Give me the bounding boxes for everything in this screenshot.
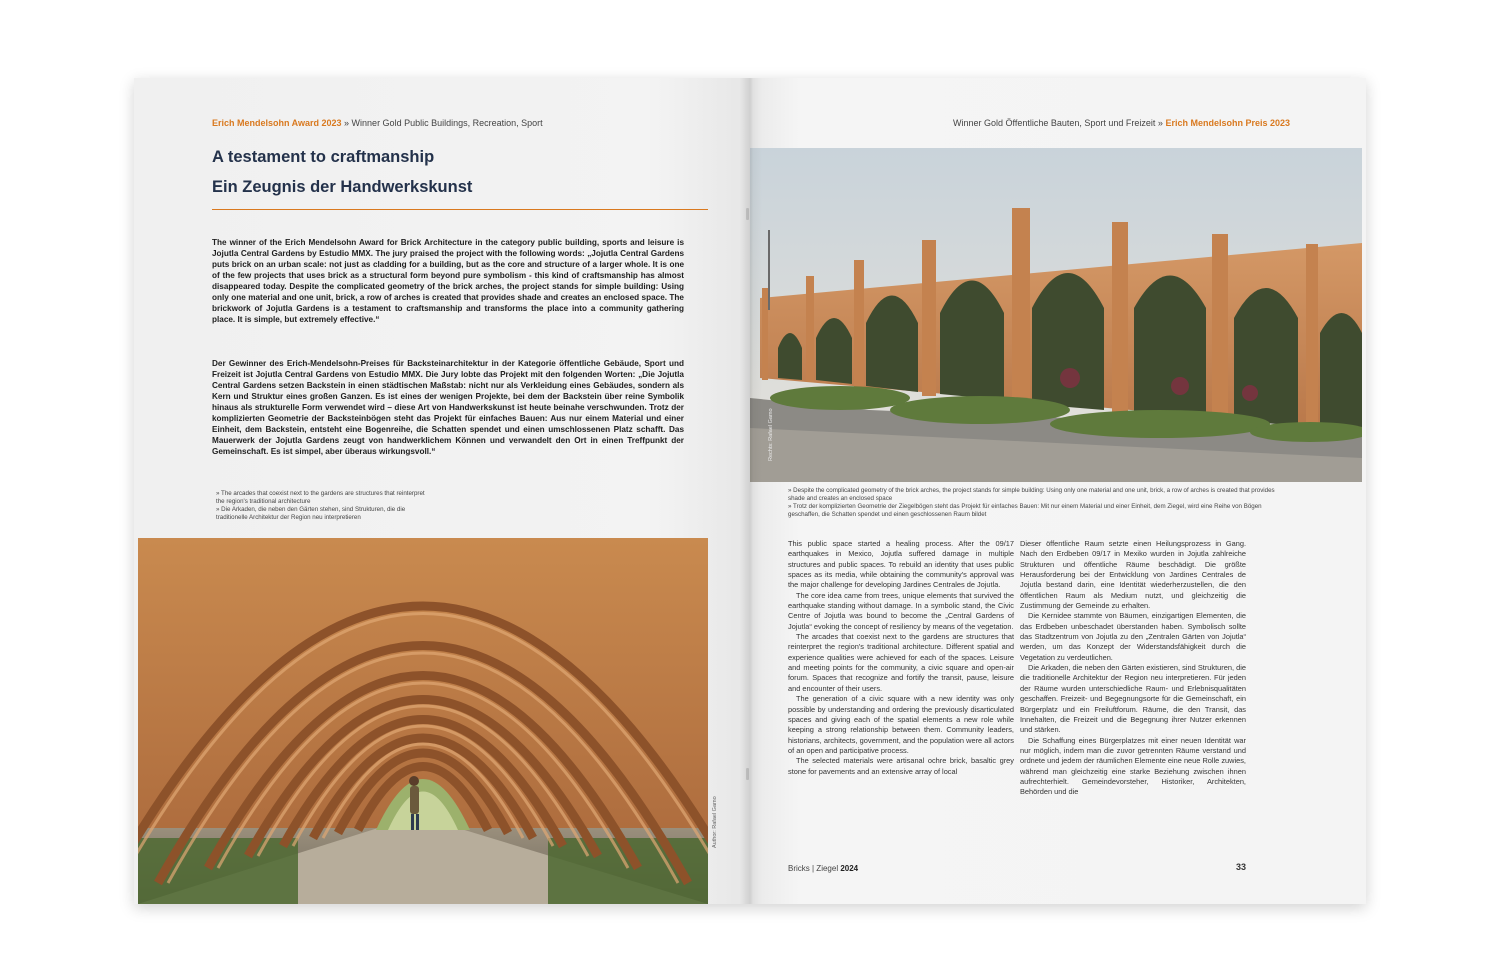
body-column-de <box>1020 539 1246 798</box>
section-kicker-right <box>953 118 1290 128</box>
body-paragraph: Dieser öffentliche Raum setzte einen Heilungsprozess in Gang. Nach den Erdbeben 09/17 in Mexiko wurden in Jojutla zahlreiche Strukturen und öffentliche Räume beschädigt. Die größte Herausforderung bei der Entwicklung von Jardines Centrales de Jojutla bestand darin, eine Identität wiederherzustellen, die den öffentlichen Raum als Medium nutzt, und gleichzeitig die Zustimmung der Gemeinde zu erhalten. <box>1020 539 1246 611</box>
body-paragraph: This public space started a healing process. After the 09/17 earthquakes in Mexico, Jojutla suffered damage in multiple structures and public spaces. To rebuild an identity that uses public spaces as its media, while obtaining the community's approval was the major challenge for developing Jardines Centrales de Jojutla. <box>788 539 1014 590</box>
brick-arches-garden-photo <box>750 148 1362 482</box>
category-label: » Winner Gold Public Buildings, Recreation, Sport <box>341 118 543 128</box>
body-paragraph: Die Kernidee stammte von Bäumen, einzigartigen Elementen, die das Erdbeben unbeschadet überstanden haben. Symbolisch sollte das Stadtzentrum von Jojutla zu den „Zentralen Gärten von Jojutla“ werden, um das Konzept der Widerstandsfähigkeit durch die Vegetation zu verdeutlichen. <box>1020 611 1246 662</box>
award-label: Erich Mendelsohn Award 2023 <box>212 118 342 128</box>
staple <box>746 208 749 220</box>
body-paragraph: Die Arkaden, die neben den Gärten existieren, sind Strukturen, die die traditionelle Architektur der Region neu interpretieren. Für jeden der Räume wurden unterschiedliche Raum- und Erlebnisqualitäten geschaffen. Freizeit- und Begegnungsorte für die Gemeinschaft, ein Bürgerplatz und ein Freiluftforum. Räume, die den Transit, das Innehalten, die Freizeit und die Begegnung ihrer Nutzer erkennen und stärken. <box>1020 663 1246 735</box>
caption-de: » Die Arkaden, die neben den Gärten stehen, sind Strukturen, die die traditionelle Architektur der Region neu interpretieren <box>216 506 406 521</box>
article-title-de: Ein Zeugnis der Handwerkskunst <box>212 178 473 196</box>
photo-credit-left: Author: Rafael Gamo <box>712 796 718 848</box>
award-label-right: Erich Mendelsohn Preis 2023 <box>1165 118 1290 128</box>
caption-en: » The arcades that coexist next to the gardens are structures that reinterpret the region's traditional architecture <box>216 490 425 505</box>
body-paragraph: The generation of a civic square with a new identity was only possible by understanding and ordering the previously disarticulated spaces and giving each of the spatial elements a new role while keeping a strong relationship between them. Community leaders, historians, architects, government, and the population were all actors of an open and participative process. <box>788 694 1014 755</box>
magazine-name: Bricks | Ziegel <box>788 864 839 873</box>
lead-paragraph-de: Der Gewinner des Erich-Mendelsohn-Preises für Backsteinarchitektur in der Kategorie öffentliche Gebäude, Sport und Freizeit ist Jojutla Central Gardens von Estudio MMX. Die Jury lobte das Projekt mit den folgenden Worten: „Die Jojutla Central Gardens setzen Backstein in einen städtischen Maßstab: nicht nur als Verkleidung eines Gebäudes, sondern als Kern und Struktur eines großen Ganzen. Es ist eines der wenigen Projekte, bei dem der Backstein über reine Symbolik hinaus als strukturelle Form verwendet wird – diese Art von Handwerkskunst ist heute beinahe verschwunden. Trotz der komplizierten Geometrie der Backsteinbögen steht das Projekt für einfaches Bauen: Aus nur einem Material und einer Einheit, dem Backstein, entsteht eine Bogenreihe, die Schatten spendet und einen umschlossenen Platz schafft. Das Mauerwerk der Jojutla Gardens zeugt von handwerklichem Können und verwandelt den Ort in einen Treffpunkt der Gemeinschaft. Es ist simpel, aber überaus wirkungsvoll.“ <box>212 359 684 456</box>
photo-caption-left <box>216 490 428 522</box>
magazine-spread <box>134 78 1366 904</box>
caption-en-right: » Despite the complicated geometry of the brick arches, the project stands for simple building: Using only one material and one unit, brick, a row of arches is created that provides shade and creates an enclosed space <box>788 487 1275 502</box>
body-paragraph: The core idea came from trees, unique elements that survived the earthquake standing without damage. In a symbolic stand, the Civic Centre of Jojutla was bound to become the „Central Gardens of Jojutla“ evoking the concept of resiliency by means of the vegetation. <box>788 590 1014 631</box>
category-label-right: Winner Gold Öffentliche Bauten, Sport und Freizeit » <box>952 118 1166 128</box>
body-paragraph: The selected materials were artisanal ochre brick, basaltic grey stone for pavements and an extensive array of local <box>788 756 1014 776</box>
body-paragraph: The arcades that coexist next to the gardens are structures that reinterpret the region's traditional architecture. Different spatial and experience qualities were achieved for each of the spaces. Leisure and meeting points for the community, a civic square and open-air forum. Spaces that recognize and fortify the transit, pause, leisure and encounter of their users. <box>788 632 1014 693</box>
page-number: 33 <box>1236 862 1247 872</box>
photo-caption-right <box>788 487 1288 519</box>
staple <box>746 768 749 780</box>
page-footer <box>788 864 858 873</box>
lead-paragraph-en: The winner of the Erich Mendelsohn Award for Brick Architecture in the category public building, sports and leisure is Jojutla Central Gardens by Estudio MMX. The jury praised the project with the following words: „Jojutla Central Gardens puts brick on an urban scale: not just as cladding for a building, but as the core and structure of a larger whole. It is one of the few projects that uses brick as a structural form beyond pure symbolism - this kind of craftsmanship has almost disappeared today. Despite the complicated geometry of the brick arches, the project stands for simple building: Using only one material and one unit, brick, a row of arches is created that provides shade and creates an enclosed space. The brickwork of Jojutla Gardens is a testament to craftsmanship and transforms the place into a community gathering place. It is simple, but extremely effective.“ <box>212 238 684 324</box>
issue-year: 2024 <box>840 864 859 873</box>
arched-arcade-photo <box>138 538 708 904</box>
left-page <box>134 78 750 904</box>
caption-de-right: » Trotz der komplizierten Geometrie der Ziegelbögen steht das Projekt für einfaches Bauen: Mit nur einem Material und einer Einheit, dem Ziegel, wird eine Reihe von Bögen geschaffen, die Schatten spendet und einen geschlossenen Raum bildet <box>788 503 1262 518</box>
title-divider <box>212 209 708 210</box>
article-title-en: A testament to craftmanship <box>212 148 435 166</box>
right-page <box>750 78 1366 904</box>
body-column-en <box>788 539 1014 777</box>
body-paragraph: Die Schaffung eines Bürgerplatzes mit einer neuen Identität war nur möglich, indem man die zuvor getrennten Räume verstand und ordnete und jedem der räumlichen Elemente eine neue Rolle zuwies, während man gleichzeitig eine starke Beziehung zwischen ihnen aufrechterhielt. Gemeindevorsteher, Historiker, Architekten, Behörden und die <box>1020 735 1246 797</box>
photo-credit-right: Rechts: Rafael Gamo <box>768 408 774 461</box>
section-kicker <box>212 118 543 128</box>
